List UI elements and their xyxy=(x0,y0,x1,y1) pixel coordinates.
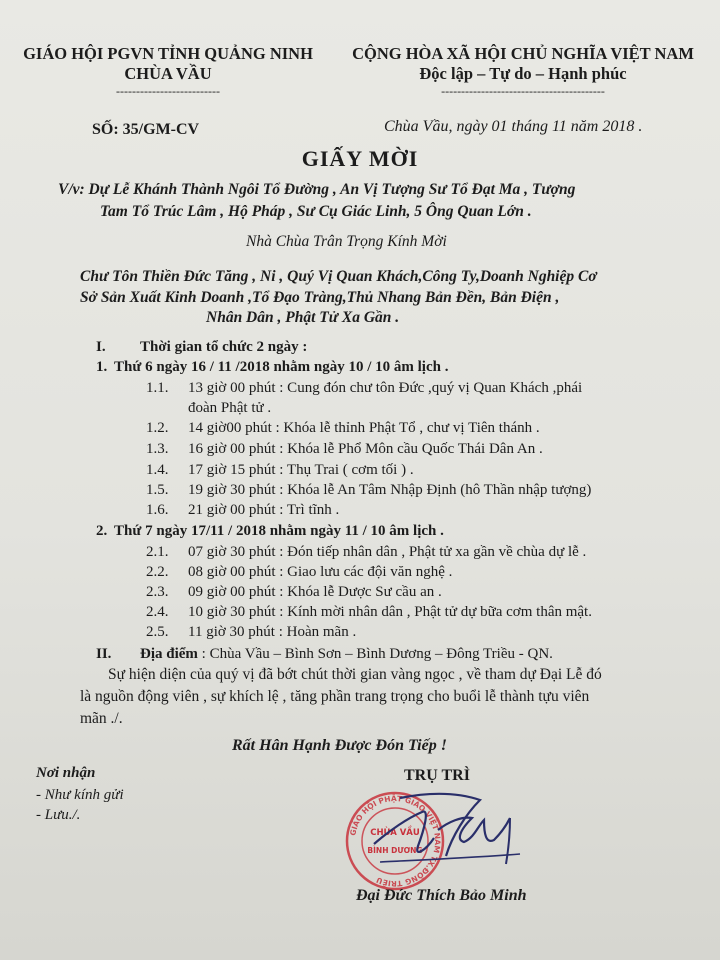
subject-line-2: Tam Tổ Trúc Lâm , Hộ Pháp , Sư Cụ Giác Linh, 5 Ông Quan Lớn . xyxy=(100,203,532,220)
header-right-line1: CỘNG HÒA XÃ HỘI CHỦ NGHĨA VIỆT NAM xyxy=(352,44,694,63)
greeting: Nhà Chùa Trân Trọng Kính Mời xyxy=(246,233,447,250)
item-text: 14 giờ00 phút : Khóa lễ thỉnh Phật Tổ , chư vị Tiên thánh . xyxy=(188,420,540,436)
document-title: GIẤY MỜI xyxy=(301,146,419,171)
signatory-name: Đại Đức Thích Bảo Minh xyxy=(356,887,527,904)
item-text: 10 giờ 30 phút : Kính mời nhân dân , Phật tử dự bữa cơm thân mật. xyxy=(188,604,592,620)
header-left-rule: -------------------------- xyxy=(116,84,220,98)
item-text: 11 giờ 30 phút : Hoàn mãn . xyxy=(188,624,357,640)
item-text: 08 giờ 00 phút : Giao lưu các đội văn nghệ . xyxy=(188,564,453,580)
item-text: 07 giờ 30 phút : Đón tiếp nhân dân , Phật tử xa gần về chùa dự lễ . xyxy=(188,544,587,560)
item-text: 21 giờ 00 phút : Trì tĩnh . xyxy=(188,502,340,518)
invitees-line-3: Nhân Dân , Phật Tử Xa Gần . xyxy=(206,309,400,326)
section-1-title: Thời gian tổ chức 2 ngày : xyxy=(140,339,308,355)
item-text: 16 giờ 00 phút : Khóa lễ Phổ Môn cầu Quốc Thái Dân An . xyxy=(188,441,543,457)
location-label: Địa điểm xyxy=(140,646,198,662)
header-left-line2: CHÙA VẦU xyxy=(124,64,212,83)
item-number: 2.4. xyxy=(146,604,169,620)
closing-line-1: Sự hiện diện của quý vị đã bớt chút thời gian vàng ngọc , về tham dự Đại Lễ đó xyxy=(108,666,602,683)
day-1-number: 1. xyxy=(96,359,108,375)
item-text: 19 giờ 30 phút : Khóa lễ An Tâm Nhập Định (hô Thần nhập tượng) xyxy=(188,482,592,498)
item-number: 2.5. xyxy=(146,624,169,640)
invitees-line-1: Chư Tôn Thiền Đức Tăng , Ni , Quý Vị Quan Khách,Công Ty,Doanh Nghiệp Cơ xyxy=(80,268,597,285)
item-text: 17 giờ 15 phút : Thụ Trai ( cơm tối ) . xyxy=(188,462,414,478)
header-right-rule: ----------------------------------------- xyxy=(441,84,605,98)
location-line xyxy=(140,646,553,663)
stamp-ring-text: GIÁO HỘI PHẬT GIÁO VIỆT NAM TX.ĐÔNG TRIỀU xyxy=(348,793,443,889)
day-2-number: 2. xyxy=(96,523,108,539)
item-number: 1.6. xyxy=(146,502,169,518)
invitees-line-2: Sở Sản Xuất Kinh Doanh ,Tổ Đạo Tràng,Thủ Nhang Bản Đền, Bản Điện , xyxy=(80,289,560,306)
welcome-line: Rất Hân Hạnh Được Đón Tiếp ! xyxy=(232,737,447,754)
closing-line-2: là nguồn động viên , sự khích lệ , tăng phần trang trọng cho buổi lễ thành tựu viên xyxy=(80,688,590,705)
recipient-item: - Như kính gửi xyxy=(36,787,124,803)
recipient-item: - Lưu./. xyxy=(36,807,81,823)
section-1-number: I. xyxy=(96,339,106,355)
header-left-line1: GIÁO HỘI PGVN TỈNH QUẢNG NINH xyxy=(23,44,313,63)
section-2-number: II. xyxy=(96,646,112,662)
subject-line-1: V/v: Dự Lễ Khánh Thành Ngôi Tổ Đường , An Vị Tượng Sư Tổ Đạt Ma , Tượng xyxy=(58,181,576,198)
closing-line-3: mãn ./. xyxy=(80,710,123,727)
item-number: 2.1. xyxy=(146,544,169,560)
stamp-inner-top: CHÙA VẦU xyxy=(370,828,420,838)
signatory-role: TRỤ TRÌ xyxy=(404,767,470,784)
item-number: 2.2. xyxy=(146,564,169,580)
date-line: Chùa Vầu, ngày 01 tháng 11 năm 2018 . xyxy=(384,118,643,135)
item-text-continued: đoàn Phật tử . xyxy=(188,400,272,416)
day-2-title: Thứ 7 ngày 17/11 / 2018 nhằm ngày 11 / 10 âm lịch . xyxy=(114,523,444,539)
stamp-inner-bottom: BÌNH DƯƠNG xyxy=(367,846,423,855)
recipients-title: Nơi nhận xyxy=(36,765,96,781)
item-number: 2.3. xyxy=(146,584,169,600)
item-number: 1.1. xyxy=(146,380,169,396)
location-text: : Chùa Vầu – Bình Sơn – Bình Dương – Đông Triều - QN. xyxy=(197,646,553,662)
item-number: 1.5. xyxy=(146,482,169,498)
item-number: 1.4. xyxy=(146,462,169,478)
item-text: 09 giờ 00 phút : Khóa lễ Dược Sư cầu an . xyxy=(188,584,442,600)
handwritten-signature xyxy=(360,778,540,888)
day-1-title: Thứ 6 ngày 16 / 11 /2018 nhằm ngày 10 / 10 âm lịch . xyxy=(114,359,449,375)
header-right-line2: Độc lập – Tự do – Hạnh phúc xyxy=(419,64,627,83)
reference-number: SỐ: 35/GM-CV xyxy=(92,121,200,138)
item-number: 1.2. xyxy=(146,420,169,436)
item-number: 1.3. xyxy=(146,441,169,457)
item-text: 13 giờ 00 phút : Cung đón chư tôn Đức ,quý vị Quan Khách ,phái xyxy=(188,380,583,396)
